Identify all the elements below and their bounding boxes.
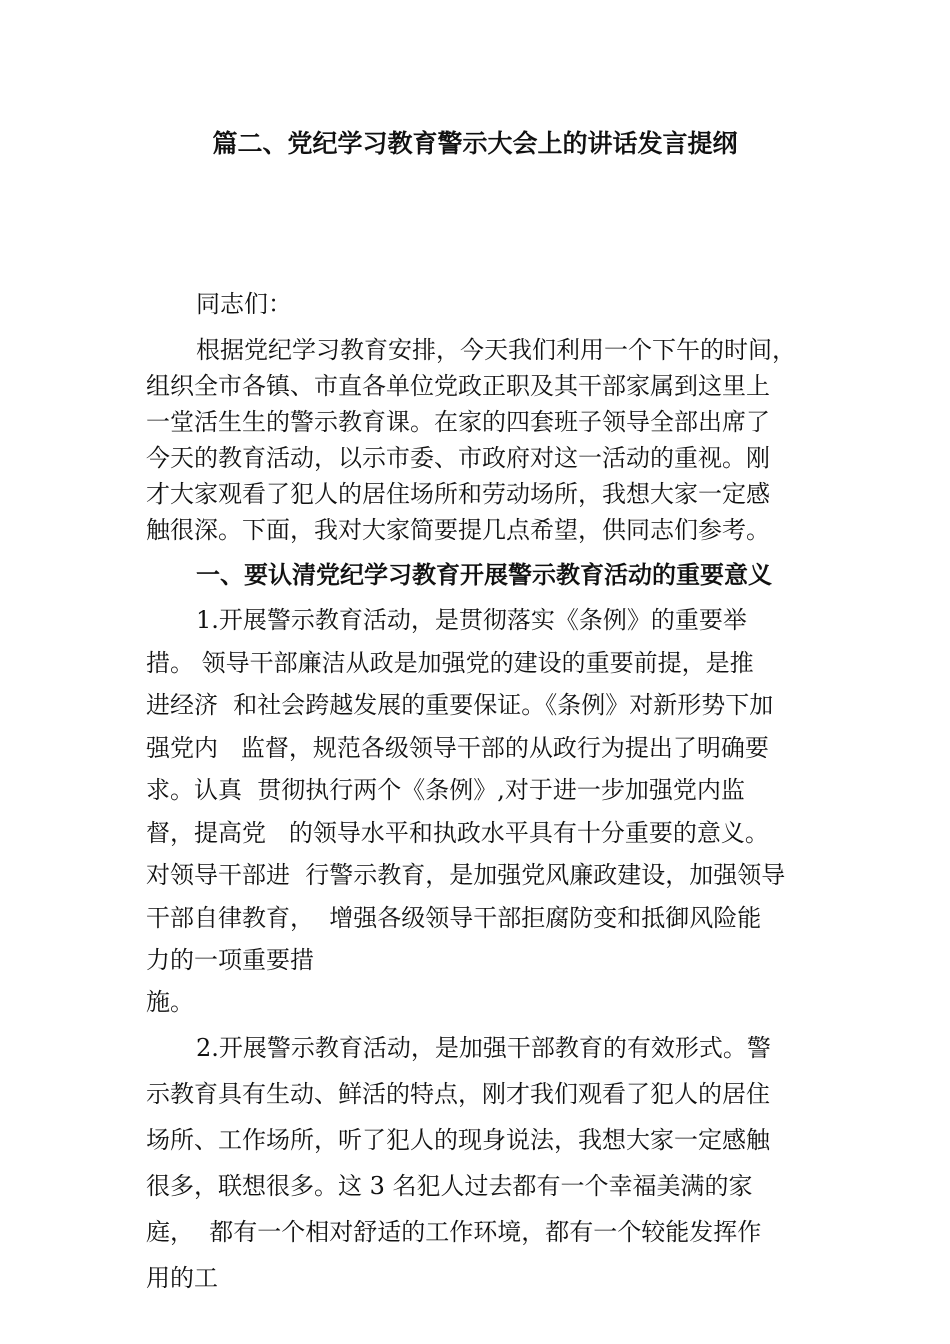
salutation: 同志们： <box>196 290 292 318</box>
intro-line: 一堂活生生的警示教育课。在家的四套班子领导全部出席了 <box>146 408 770 436</box>
point2-line: 用的工 <box>146 1264 218 1292</box>
point1-line: 对领导干部进 行警示教育，是加强党风廉政建设，加强领导 <box>146 861 786 889</box>
intro-line: 今天的教育活动，以示市委、市政府对这一活动的重视。刚 <box>146 444 770 472</box>
point2-line: 场所、工作场所，听了犯人的现身说法，我想大家一定感触 <box>146 1126 770 1154</box>
intro-line: 组织全市各镇、市直各单位党政正职及其干部家属到这里上 <box>146 372 770 400</box>
intro-line: 触很深。下面，我对大家简要提几点希望，供同志们参考。 <box>146 516 770 544</box>
point1-line: 力的一项重要措 <box>146 946 314 974</box>
point1-line: 进经济 和社会跨越发展的重要保证。《条例》对新形势下加 <box>146 691 774 719</box>
intro-line: 根据党纪学习教育安排，今天我们利用一个下午的时间， <box>196 336 796 364</box>
point1-line: 1.开展警示教育活动，是贯彻落实《条例》的重要举 <box>196 606 747 634</box>
point1-line: 督，提高党 的领导水平和执政水平具有十分重要的意义。 <box>146 818 769 847</box>
point2-line: 庭， 都有一个相对舒适的工作环境，都有一个较能发挥作 <box>146 1218 762 1246</box>
section-heading: 一、要认清党纪学习教育开展警示教育活动的重要意义 <box>196 561 772 589</box>
point2-line: 示教育具有生动、鲜活的特点，刚才我们观看了犯人的居住 <box>146 1080 770 1108</box>
intro-line: 才大家观看了犯人的居住场所和劳动场所，我想大家一定感 <box>146 480 770 508</box>
point1-line: 措。 领导干部廉洁从政是加强党的建设的重要前提，是推 <box>146 648 754 677</box>
point1-line: 干部自律教育， 增强各级领导干部拒腐防变和抵御风险能 <box>146 903 762 932</box>
point1-tail: 施。 <box>146 988 194 1016</box>
point1-line: 求。认真 贯彻执行两个《条例》,对于进一步加强党内监 <box>146 776 745 804</box>
document-title: 篇二、党纪学习教育警示大会上的讲话发言提纲 <box>212 129 738 158</box>
point1-line: 强党内 监督，规范各级领导干部的从政行为提出了明确要 <box>146 733 769 762</box>
point2-line: 2.开展警示教育活动，是加强干部教育的有效形式。警 <box>196 1034 771 1062</box>
point2-line: 很多，联想很多。这 3 名犯人过去都有一个幸福美满的家 <box>146 1172 753 1200</box>
